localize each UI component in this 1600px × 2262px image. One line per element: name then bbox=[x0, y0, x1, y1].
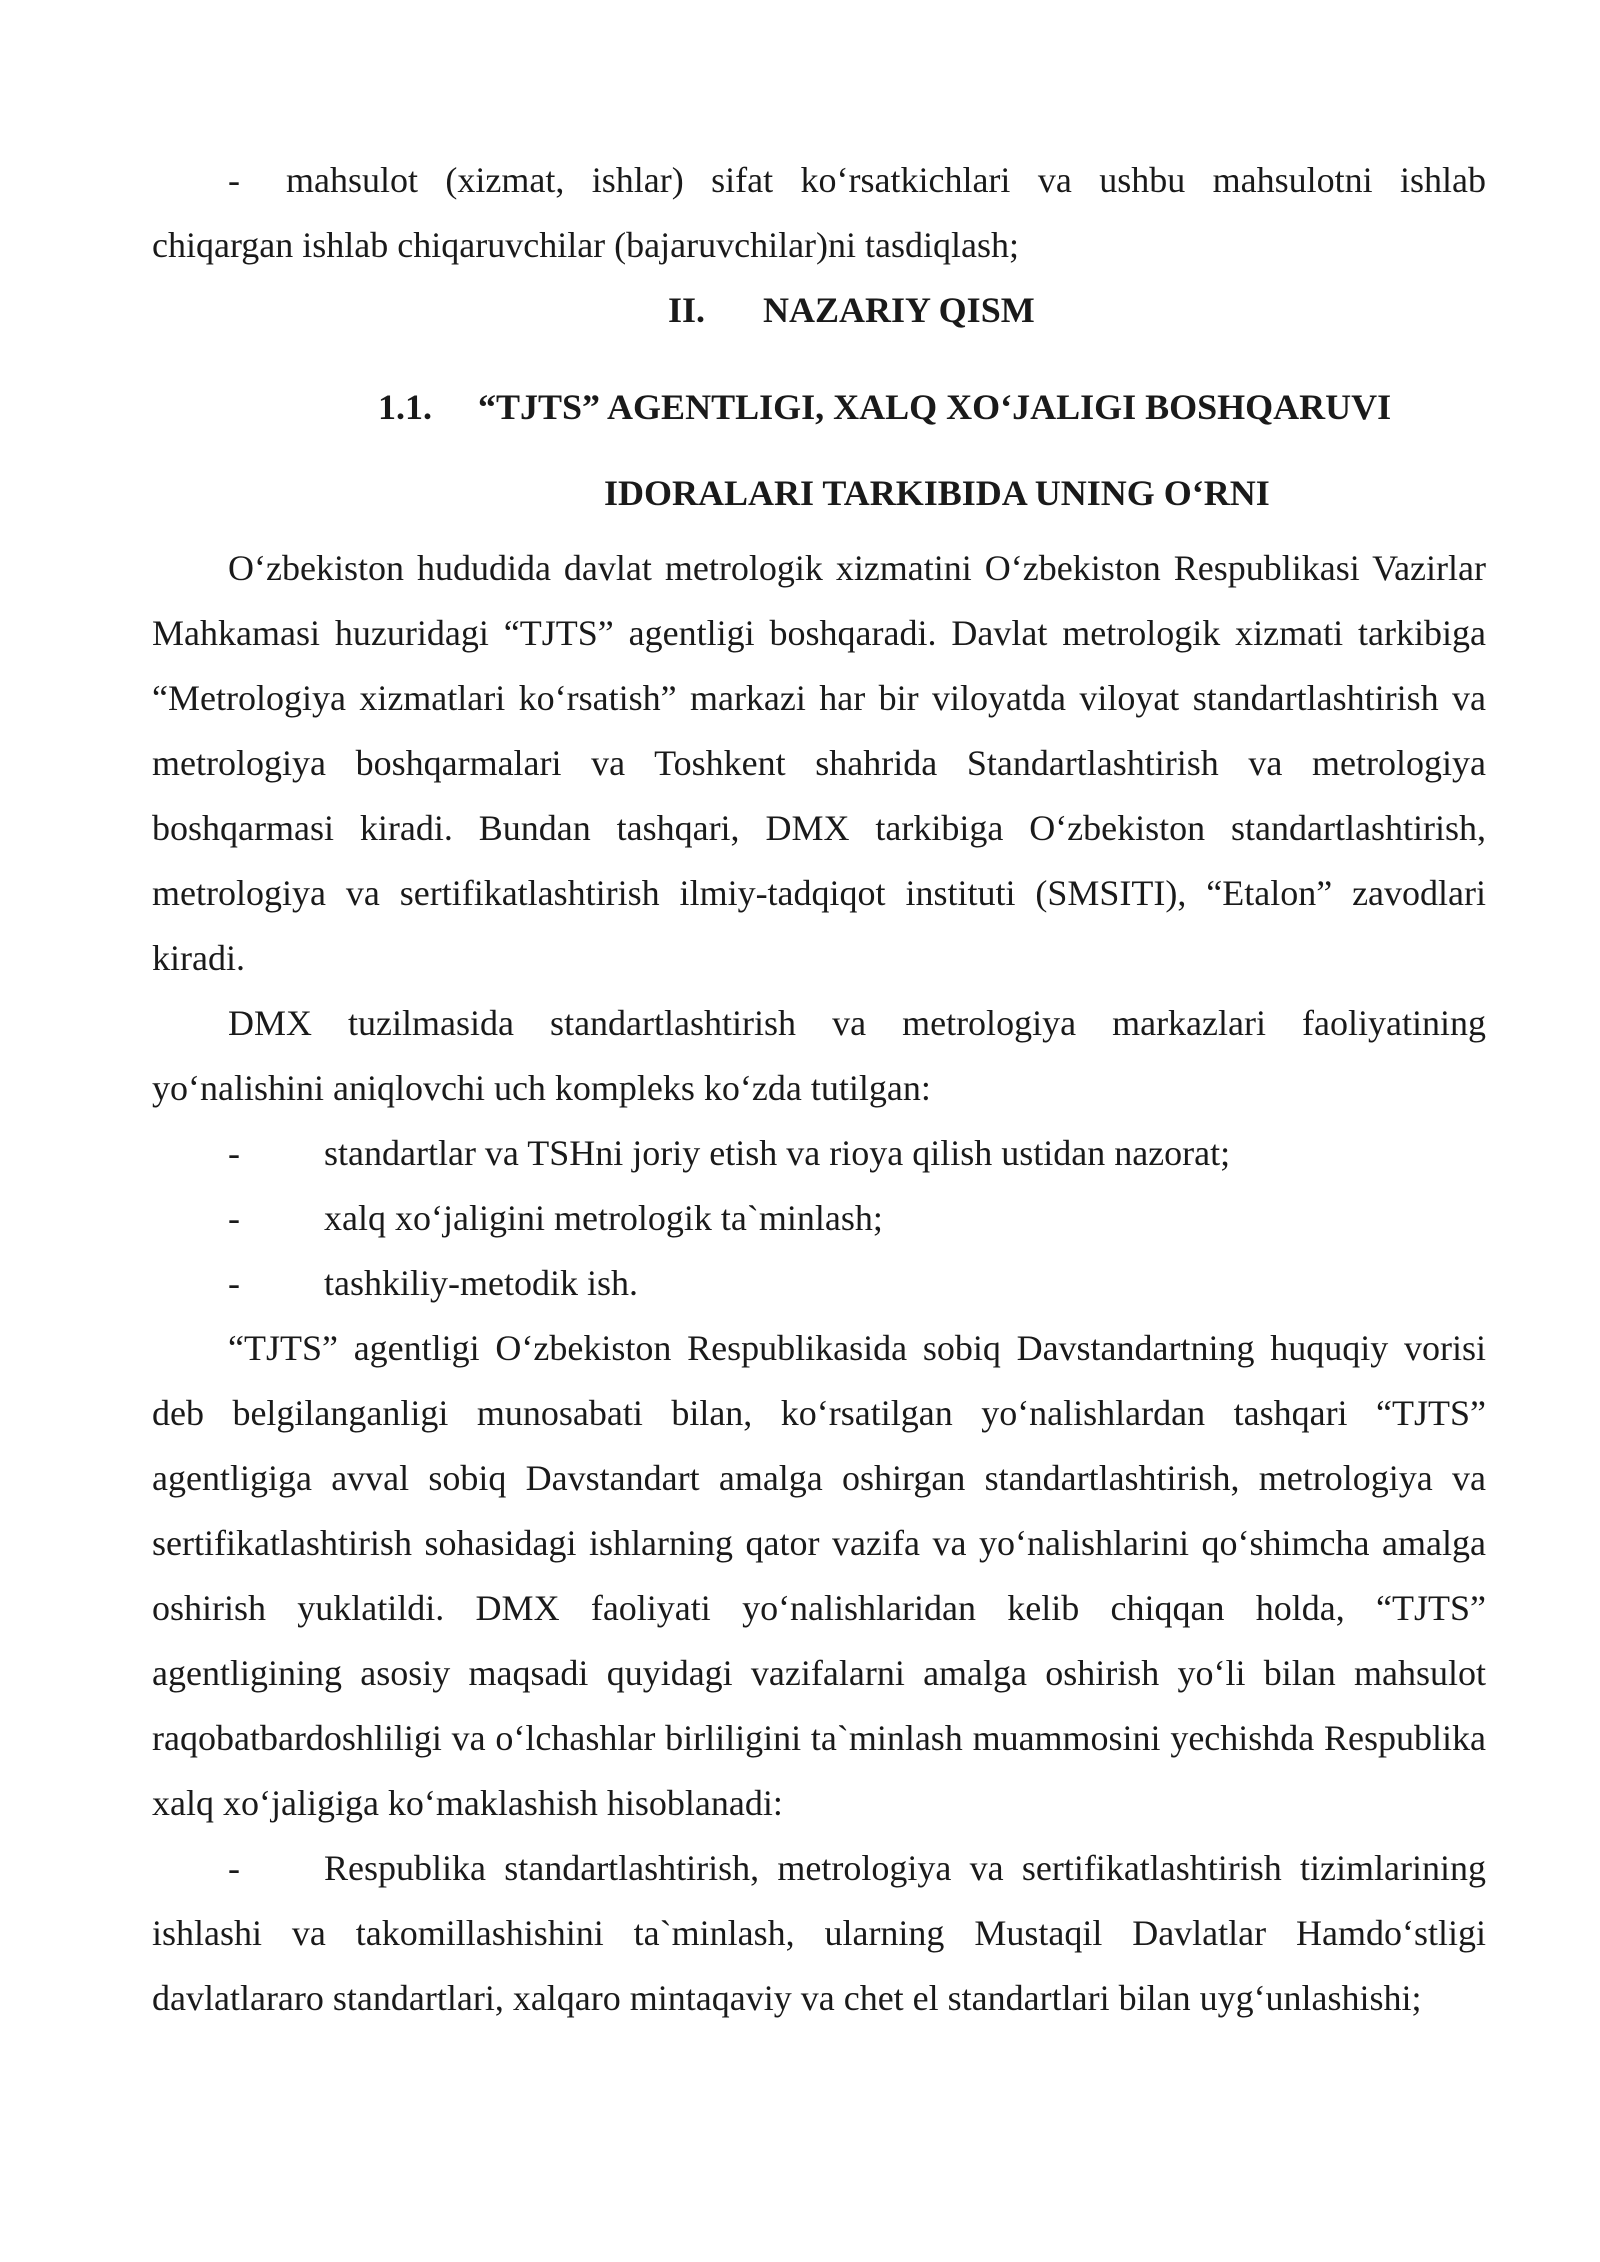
subsection-title-line2: IDORALARI TARKIBIDA UNING O‘RNI bbox=[604, 473, 1270, 513]
subsection-number: 1.1. bbox=[378, 387, 432, 427]
list-item-text: mahsulot (xizmat, ishlar) sifat ko‘rsatkichlari va ushbu mahsulotni ishlab chiqargan ishlab chiqaruvchilar (bajaruvchilar)ni tasdiqlash; bbox=[152, 160, 1486, 265]
section-title: NAZARIY QISM bbox=[763, 290, 1035, 330]
paragraph-2: DMX tuzilmasida standartlashtirish va metrologiya markazlari faoliyatining yo‘nalishini aniqlovchi uch kompleks ko‘zda tutilgan: bbox=[152, 1003, 1486, 1108]
subsection-title-line1: “TJTS” AGENTLIGI, XALQ XO‘JALIGI BOSHQARUVI bbox=[478, 387, 1392, 427]
intro-list-item bbox=[152, 148, 1486, 278]
list-dash: - bbox=[228, 160, 240, 200]
list-item bbox=[152, 1251, 1486, 1316]
list-item-text: Respublika standartlashtirish, metrologiya va sertifikatlashtirish tizimlarining ishlashi va takomillashishini ta`minlash, ularning Mustaqil Davlatlar Hamdo‘stligi davlatlararo standartlari, xalqaro mintaqaviy va chet el standartlari bilan uyg‘unlashishi; bbox=[152, 1848, 1486, 2018]
list-item bbox=[152, 1836, 1486, 2031]
list-dash: - bbox=[228, 1198, 240, 1238]
section-heading bbox=[152, 278, 1486, 364]
paragraph-1: O‘zbekiston hududida davlat metrologik xizmatini O‘zbekiston Respublikasi Vazirlar Mahkamasi huzuridagi “TJTS” agentligi boshqaradi. Davlat metrologik xizmati tarkibiga “Metrologiya xizmatlari ko‘rsatish” markazi har bir viloyatda viloyat standartlashtirish va metrologiya boshqarmalari va Toshkent shahrida Standartlashtirish va metrologiya boshqarmasi kiradi. Bundan tashqari, DMX tarkibiga O‘zbekiston standartlashtirish, metrologiya va sertifikatlashtirish ilmiy-tadqiqot instituti (SMSITI), “Etalon” zavodlari kiradi. bbox=[152, 548, 1486, 978]
list-item bbox=[152, 1121, 1486, 1186]
section-number: II. bbox=[668, 290, 706, 330]
paragraph-3: “TJTS” agentligi O‘zbekiston Respublikasida sobiq Davstandartning huquqiy vorisi deb belgilanganligi munosabati bilan, ko‘rsatilgan yo‘nalishlardan tashqari “TJTS” agentligiga avval sobiq Davstandart amalga oshirgan standartlashtirish, metrologiya va sertifikatlashtirish sohasidagi ishlarning qator vazifa va yo‘nalishlarini qo‘shimcha amalga oshirish yuklatildi. DMX faoliyati yo‘nalishlaridan kelib chiqqan holda, “TJTS” agentligining asosiy maqsadi quyidagi vazifalarni amalga oshirish yo‘li bilan mahsulot raqobatbardoshliligi va o‘lchashlar birliligini ta`minlash muammosini yechishda Respublika xalq xo‘jaligiga ko‘maklashish hisoblanadi: bbox=[152, 1328, 1486, 1823]
list-dash: - bbox=[228, 1133, 240, 1173]
list-item-text: xalq xo‘jaligini metrologik ta`minlash; bbox=[324, 1198, 883, 1238]
list-dash: - bbox=[228, 1848, 240, 1888]
list-item bbox=[152, 1186, 1486, 1251]
document-page bbox=[152, 148, 1486, 2031]
subsection-heading-line2 bbox=[152, 450, 1486, 536]
subsection-heading-line1 bbox=[152, 364, 1486, 450]
list-dash: - bbox=[228, 1263, 240, 1303]
list-item-text: standartlar va TSHni joriy etish va rioya qilish ustidan nazorat; bbox=[324, 1133, 1231, 1173]
list-item-text: tashkiliy-metodik ish. bbox=[324, 1263, 638, 1303]
